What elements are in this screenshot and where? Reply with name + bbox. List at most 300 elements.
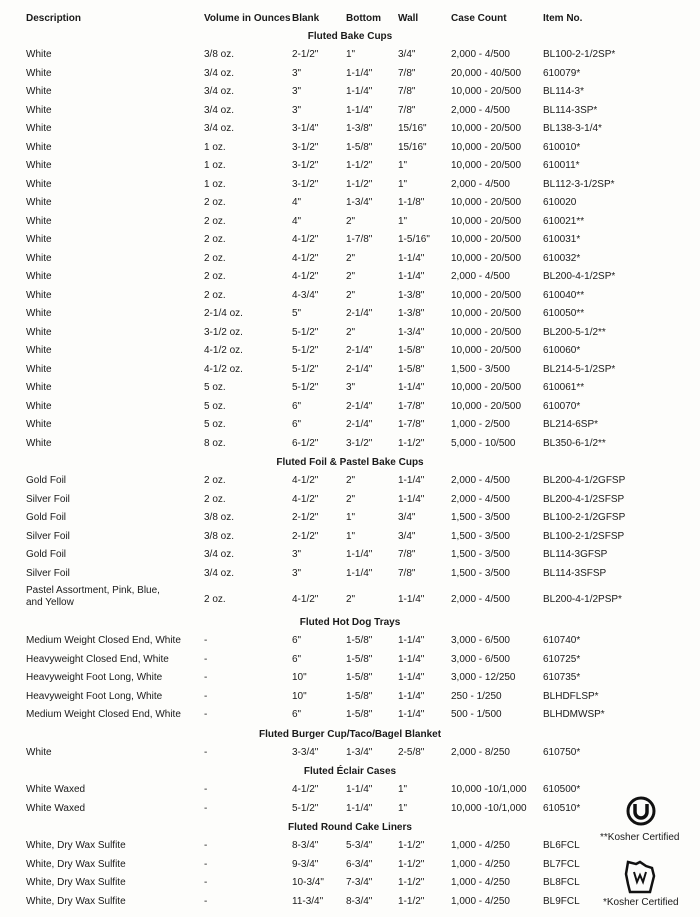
cell-item-no: BL350-6-1/2**: [543, 437, 606, 449]
cell-description: White: [26, 363, 52, 375]
cell-wall: 15/16": [398, 141, 427, 153]
cell-wall: 1": [398, 802, 408, 814]
cell-wall: 1-3/8": [398, 289, 425, 301]
cell-blank: 6": [292, 400, 302, 412]
cell-description: White: [26, 197, 52, 208]
cell-case-count: 10,000 - 20/500: [451, 197, 522, 208]
cell-wall: 15/16": [398, 123, 427, 134]
cell-bottom: 1-3/4": [346, 197, 373, 208]
table-row: [0, 122, 700, 136]
cell-bottom: 1-1/4": [346, 567, 373, 579]
cell-blank: 6": [292, 419, 302, 430]
cell-item-no: BL138-3-1/4*: [543, 123, 602, 134]
cell-case-count: 10,000 - 20/500: [451, 215, 522, 227]
cell-wall: 1-1/4": [398, 594, 425, 605]
cell-case-count: 1,500 - 3/500: [451, 512, 510, 523]
cell-description: Silver Foil: [26, 567, 70, 579]
table-row: [0, 233, 700, 247]
header-blank: Blank: [292, 13, 320, 24]
cell-bottom: 1-1/4": [346, 67, 373, 79]
cell-bottom: 7-3/4": [346, 877, 373, 888]
cell-item-no: BL200-4-1/2SP*: [543, 271, 616, 282]
cell-description: White: [26, 178, 52, 190]
cell-wall: 7/8": [398, 86, 416, 97]
cell-description: White Waxed: [26, 802, 86, 814]
cell-wall: 7/8": [398, 549, 416, 560]
cell-wall: 1-1/4": [398, 653, 425, 665]
cell-blank: 10": [292, 690, 307, 702]
cell-case-count: 2,000 - 4/500: [451, 271, 510, 282]
cell-bottom: 3": [346, 382, 356, 393]
cell-bottom: 2": [346, 594, 356, 605]
table-row: [0, 104, 700, 118]
cell-wall: 1-1/4": [398, 709, 425, 720]
cell-wall: 1-7/8": [398, 419, 425, 430]
cell-blank: 5": [292, 308, 302, 319]
table-row: [0, 671, 700, 685]
cell-blank: 4": [292, 197, 302, 208]
cell-item-no: 610735*: [543, 672, 581, 683]
header-volume: Volume in Ounces: [204, 13, 291, 24]
cell-wall: 1-5/8": [398, 363, 425, 375]
cell-item-no: BL100-2-1/2GFSP: [543, 512, 626, 523]
cell-case-count: 10,000 - 20/500: [451, 400, 522, 412]
cell-item-no: 610021**: [543, 215, 585, 227]
cell-description: White, Dry Wax Sulfite: [26, 858, 126, 870]
cell-item-no: BL200-4-1/2GFSP: [543, 475, 626, 486]
cell-wall: 1-1/2": [398, 877, 425, 888]
cell-bottom: 1-5/8": [346, 690, 373, 702]
cell-blank: 4-1/2": [292, 594, 319, 605]
cell-blank: 3": [292, 104, 302, 116]
cell-description: White: [26, 234, 52, 245]
cell-item-no: 610070*: [543, 400, 581, 412]
cell-description: White: [26, 382, 52, 393]
cell-item-no: 610060*: [543, 345, 581, 356]
cell-bottom: 1-5/8": [346, 635, 373, 646]
section-title: Fluted Round Cake Liners: [288, 822, 412, 833]
cell-volume: 4-1/2 oz.: [204, 363, 243, 375]
cell-description: Heavyweight Foot Long, White: [26, 690, 163, 702]
table-row: [0, 418, 700, 432]
cell-case-count: 1,000 - 4/250: [451, 840, 510, 851]
cell-volume: 3/8 oz.: [204, 530, 235, 542]
cell-volume: 1 oz.: [204, 178, 226, 190]
cell-bottom: 1-3/8": [346, 123, 373, 134]
cell-bottom: 2": [346, 271, 356, 282]
table-row: [0, 802, 700, 816]
cell-blank: 5-1/2": [292, 326, 319, 338]
cell-bottom: 1-5/8": [346, 672, 373, 683]
cell-volume: 2 oz.: [204, 252, 226, 264]
cell-volume: 1 oz.: [204, 141, 226, 153]
cell-case-count: 1,500 - 3/500: [451, 363, 510, 375]
table-row: [0, 474, 700, 488]
cell-case-count: 10,000 - 20/500: [451, 382, 522, 393]
table-row: [0, 746, 700, 760]
cell-blank: 5-1/2": [292, 363, 319, 375]
cell-bottom: 1-1/4": [346, 104, 373, 116]
cell-wall: 1-1/4": [398, 252, 425, 264]
cell-bottom: 1": [346, 512, 356, 523]
cell-description: White: [26, 49, 52, 60]
cell-item-no: BL9FCL: [543, 895, 580, 907]
cell-case-count: 3,000 - 12/250: [451, 672, 516, 683]
cell-wall: 7/8": [398, 567, 416, 579]
cell-blank: 6": [292, 653, 302, 665]
cell-description: White: [26, 123, 52, 134]
cell-case-count: 10,000 - 20/500: [451, 86, 522, 97]
cell-case-count: 10,000 - 20/500: [451, 289, 522, 301]
cell-case-count: 10,000 - 20/500: [451, 345, 522, 356]
cell-case-count: 3,000 - 6/500: [451, 653, 510, 665]
cell-volume: 3/4 oz.: [204, 549, 235, 560]
cell-description: Heavyweight Foot Long, White: [26, 672, 163, 683]
cell-bottom: 1": [346, 530, 356, 542]
cell-item-no: BL214-6SP*: [543, 419, 599, 430]
cell-volume: 2 oz.: [204, 289, 226, 301]
ou-kosher-icon: [626, 796, 656, 826]
cell-wall: 2-5/8": [398, 746, 425, 758]
cell-blank: 4-1/2": [292, 784, 319, 795]
table-row: [0, 85, 700, 99]
cell-volume: -: [204, 746, 208, 758]
cell-blank: 4-3/4": [292, 289, 319, 301]
cell-volume: 3/8 oz.: [204, 512, 235, 523]
cell-blank: 4-1/2": [292, 252, 319, 264]
cell-case-count: 1,500 - 3/500: [451, 567, 510, 579]
table-row: [0, 895, 700, 909]
cell-item-no: BL200-4-1/2SFSP: [543, 493, 625, 505]
cell-description: Gold Foil: [26, 549, 67, 560]
cell-case-count: 10,000 -10/1,000: [451, 784, 527, 795]
cell-bottom: 1-5/8": [346, 141, 373, 153]
table-row: [0, 530, 700, 544]
cell-bottom: 1-1/4": [346, 784, 373, 795]
cell-item-no: 610040**: [543, 289, 585, 301]
cell-bottom: 1-1/2": [346, 160, 373, 171]
cell-volume: 2 oz.: [204, 234, 226, 245]
cell-volume: -: [204, 672, 208, 683]
cell-volume: -: [204, 802, 208, 814]
table-header: [0, 12, 700, 26]
cell-description: Medium Weight Closed End, White: [26, 635, 181, 646]
table-row: [0, 307, 700, 321]
cell-wall: 1-3/8": [398, 308, 425, 319]
cell-case-count: 2,000 - 4/500: [451, 49, 510, 60]
cell-case-count: 10,000 -10/1,000: [451, 802, 527, 814]
header-bottom: Bottom: [346, 13, 381, 24]
cell-case-count: 2,000 - 4/500: [451, 493, 510, 505]
cell-item-no: BL7FCL: [543, 858, 580, 870]
section-title: Fluted Bake Cups: [307, 31, 393, 42]
cell-case-count: 250 - 1/250: [451, 690, 502, 702]
cell-case-count: 1,500 - 3/500: [451, 530, 510, 542]
cell-case-count: 500 - 1/500: [451, 709, 502, 720]
cell-bottom: 1-3/4": [346, 746, 373, 758]
cell-volume: -: [204, 877, 208, 888]
cell-volume: 2 oz.: [204, 197, 226, 208]
cell-wall: 1-1/2": [398, 895, 425, 907]
cell-volume: 2-1/4 oz.: [204, 308, 243, 319]
cell-blank: 6": [292, 709, 302, 720]
cell-case-count: 10,000 - 20/500: [451, 308, 522, 319]
cell-description: Heavyweight Closed End, White: [26, 653, 169, 665]
cell-volume: 4-1/2 oz.: [204, 345, 243, 356]
table-row: [0, 289, 700, 303]
cell-bottom: 1-1/4": [346, 549, 373, 560]
cell-description: White Waxed: [26, 784, 86, 795]
cell-bottom: 8-3/4": [346, 895, 373, 907]
header-case-count: Case Count: [451, 13, 507, 24]
cell-blank: 4-1/2": [292, 475, 319, 486]
cell-blank: 3": [292, 67, 302, 79]
cell-blank: 8-3/4": [292, 840, 319, 851]
cell-item-no: 610725*: [543, 653, 581, 665]
cell-case-count: 3,000 - 6/500: [451, 635, 510, 646]
table-row: [0, 400, 700, 414]
cell-volume: 2 oz.: [204, 594, 226, 605]
cell-volume: -: [204, 858, 208, 870]
cell-item-no: BL114-3SFSP: [543, 567, 607, 579]
cell-volume: 3/8 oz.: [204, 49, 235, 60]
cell-wall: 3/4": [398, 49, 416, 60]
cell-wall: 1-1/4": [398, 493, 425, 505]
cell-wall: 1-5/16": [398, 234, 430, 245]
cell-description: White: [26, 326, 52, 338]
cell-item-no: 610510*: [543, 802, 581, 814]
cell-volume: 3/4 oz.: [204, 104, 235, 116]
cell-bottom: 3-1/2": [346, 437, 373, 449]
cell-item-no: BL6FCL: [543, 840, 580, 851]
cell-case-count: 1,000 - 4/250: [451, 877, 510, 888]
cell-volume: 2 oz.: [204, 271, 226, 282]
cell-wall: 1-3/4": [398, 326, 425, 338]
cell-bottom: 1-1/4": [346, 86, 373, 97]
cell-item-no: 610740*: [543, 635, 581, 646]
table-row: [0, 252, 700, 266]
table-row: [0, 48, 700, 62]
cell-case-count: 10,000 - 20/500: [451, 326, 522, 338]
cell-volume: -: [204, 690, 208, 702]
cell-wall: 1": [398, 215, 408, 227]
cell-blank: 3-1/4": [292, 123, 319, 134]
table-row: [0, 67, 700, 81]
table-row: [0, 783, 700, 797]
cell-item-no: BL8FCL: [543, 877, 580, 888]
cell-description: White: [26, 419, 52, 430]
table-row: [0, 585, 700, 608]
cell-volume: 5 oz.: [204, 400, 226, 412]
header-item-no: Item No.: [543, 13, 583, 24]
cell-description: Medium Weight Closed End, White: [26, 709, 181, 720]
table-row: [0, 708, 700, 722]
table-row: [0, 270, 700, 284]
cell-blank: 10": [292, 672, 307, 683]
cell-volume: 2 oz.: [204, 493, 226, 505]
cell-bottom: 2-1/4": [346, 345, 373, 356]
cell-description: White: [26, 67, 52, 79]
cell-case-count: 10,000 - 20/500: [451, 252, 522, 264]
table-row: [0, 178, 700, 192]
cell-bottom: 1-1/2": [346, 178, 373, 190]
cell-blank: 2-1/2": [292, 49, 319, 60]
cell-wall: 1-1/2": [398, 437, 425, 449]
cell-blank: 4-1/2": [292, 234, 319, 245]
cell-item-no: 610050**: [543, 308, 585, 319]
cell-description: White: [26, 160, 52, 171]
cell-description: White: [26, 400, 52, 412]
cell-volume: 5 oz.: [204, 419, 226, 430]
cell-bottom: 2-1/4": [346, 363, 373, 375]
cell-description: Silver Foil: [26, 530, 70, 542]
cell-case-count: 2,000 - 8/250: [451, 746, 510, 758]
cell-wall: 1-1/4": [398, 690, 425, 702]
cell-wall: 3/4": [398, 530, 416, 542]
cell-case-count: 1,000 - 4/250: [451, 858, 510, 870]
cell-case-count: 1,500 - 3/500: [451, 549, 510, 560]
cell-item-no: BL114-3*: [543, 86, 584, 97]
cell-volume: 3/4 oz.: [204, 67, 235, 79]
cell-case-count: 1,000 - 4/250: [451, 895, 510, 907]
cell-blank: 4-1/2": [292, 271, 319, 282]
cell-item-no: BL114-3SP*: [543, 104, 598, 116]
cell-blank: 3": [292, 86, 302, 97]
cell-case-count: 10,000 - 20/500: [451, 160, 522, 171]
cell-item-no: BL200-4-1/2PSP*: [543, 594, 622, 605]
table-row: [0, 363, 700, 377]
cell-item-no: BLHDMWSP*: [543, 709, 605, 720]
cell-blank: 10-3/4": [292, 877, 324, 888]
cell-blank: 6": [292, 635, 302, 646]
cell-description: White: [26, 308, 52, 319]
section-title: Fluted Foil & Pastel Bake Cups: [276, 457, 424, 468]
cell-case-count: 1,000 - 2/500: [451, 419, 510, 430]
section-title: Fluted Éclair Cases: [303, 766, 397, 777]
cell-bottom: 2-1/4": [346, 308, 373, 319]
cell-description: White: [26, 746, 52, 758]
cell-bottom: 1-5/8": [346, 709, 373, 720]
table-row: [0, 159, 700, 173]
cell-item-no: BL100-2-1/2SFSP: [543, 530, 625, 542]
cell-case-count: 2,000 - 4/500: [451, 594, 510, 605]
table-row: [0, 511, 700, 525]
table-row: [0, 381, 700, 395]
cell-blank: 3-1/2": [292, 160, 319, 171]
cell-item-no: 610032*: [543, 252, 581, 264]
cell-blank: 11-3/4": [292, 895, 324, 907]
cell-wall: 7/8": [398, 104, 416, 116]
table-row: [0, 141, 700, 155]
cell-bottom: 1": [346, 49, 356, 60]
header-wall: Wall: [398, 13, 419, 24]
cell-description: Gold Foil: [26, 475, 67, 486]
cell-blank: 4": [292, 215, 302, 227]
cell-case-count: 2,000 - 4/500: [451, 104, 510, 116]
cell-blank: 6-1/2": [292, 437, 319, 449]
table-row: [0, 858, 700, 872]
cell-description: White: [26, 271, 52, 282]
cell-case-count: 2,000 - 4/500: [451, 475, 510, 486]
table-row: [0, 653, 700, 667]
cell-item-no: 610020: [543, 197, 577, 208]
table-row: [0, 326, 700, 340]
cell-wall: 1-1/8": [398, 197, 425, 208]
cell-description: White: [26, 345, 52, 356]
cell-description: White: [26, 289, 52, 301]
cell-volume: -: [204, 635, 208, 646]
cell-volume: 3/4 oz.: [204, 86, 235, 97]
table-row: [0, 493, 700, 507]
cell-blank: 3": [292, 549, 302, 560]
cell-bottom: 2": [346, 493, 356, 505]
header-description: Description: [26, 13, 82, 24]
cell-description: White, Dry Wax Sulfite: [26, 840, 126, 851]
cell-item-no: 610061**: [543, 382, 585, 393]
cell-description: White, Dry Wax Sulfite: [26, 895, 126, 907]
table-row: [0, 344, 700, 358]
cell-description: White: [26, 86, 52, 97]
cell-volume: -: [204, 709, 208, 720]
cell-item-no: BL100-2-1/2SP*: [543, 49, 616, 60]
cell-description: White: [26, 141, 52, 153]
cell-description: White: [26, 252, 52, 264]
cell-case-count: 10,000 - 20/500: [451, 234, 522, 245]
cell-blank: 2-1/2": [292, 530, 319, 542]
cell-case-count: 5,000 - 10/500: [451, 437, 516, 449]
cell-volume: 8 oz.: [204, 437, 226, 449]
cell-wall: 1-5/8": [398, 345, 425, 356]
cell-item-no: BL112-3-1/2SP*: [543, 178, 615, 190]
cell-wall: 7/8": [398, 67, 416, 79]
cell-volume: -: [204, 653, 208, 665]
cell-item-no: 610500*: [543, 784, 581, 795]
cell-bottom: 2-1/4": [346, 400, 373, 412]
cell-volume: 5 oz.: [204, 382, 226, 393]
cell-blank: 4-1/2": [292, 493, 319, 505]
cell-wall: 1-1/2": [398, 858, 425, 870]
table-row: [0, 437, 700, 451]
cell-item-no: BL114-3GFSP: [543, 549, 608, 560]
cell-volume: 2 oz.: [204, 215, 226, 227]
cell-wall: 1-1/2": [398, 840, 425, 851]
cell-wall: 1-1/4": [398, 271, 425, 282]
cell-blank: 5-1/2": [292, 345, 319, 356]
cell-item-no: 610750*: [543, 746, 581, 758]
cell-blank: 3-1/2": [292, 141, 319, 153]
table-row: [0, 548, 700, 562]
cell-wall: 1": [398, 178, 408, 190]
cell-wall: 1": [398, 784, 408, 795]
cell-volume: 3/4 oz.: [204, 567, 235, 579]
table-row: [0, 215, 700, 229]
cell-bottom: 2": [346, 475, 356, 486]
double-star-legend: **Kosher Certified: [600, 832, 680, 843]
cell-blank: 5-1/2": [292, 802, 319, 814]
cell-description: White, Dry Wax Sulfite: [26, 877, 126, 888]
cell-blank: 9-3/4": [292, 858, 319, 870]
cell-bottom: 1-7/8": [346, 234, 373, 245]
cell-description: Silver Foil: [26, 493, 70, 505]
cell-bottom: 2": [346, 215, 356, 227]
cell-blank: 2-1/2": [292, 512, 319, 523]
cell-bottom: 5-3/4": [346, 840, 373, 851]
cell-item-no: 610079*: [543, 67, 581, 79]
section-title: Fluted Hot Dog Trays: [299, 617, 401, 628]
cell-volume: 2 oz.: [204, 475, 226, 486]
cell-bottom: 2": [346, 289, 356, 301]
cell-volume: -: [204, 840, 208, 851]
